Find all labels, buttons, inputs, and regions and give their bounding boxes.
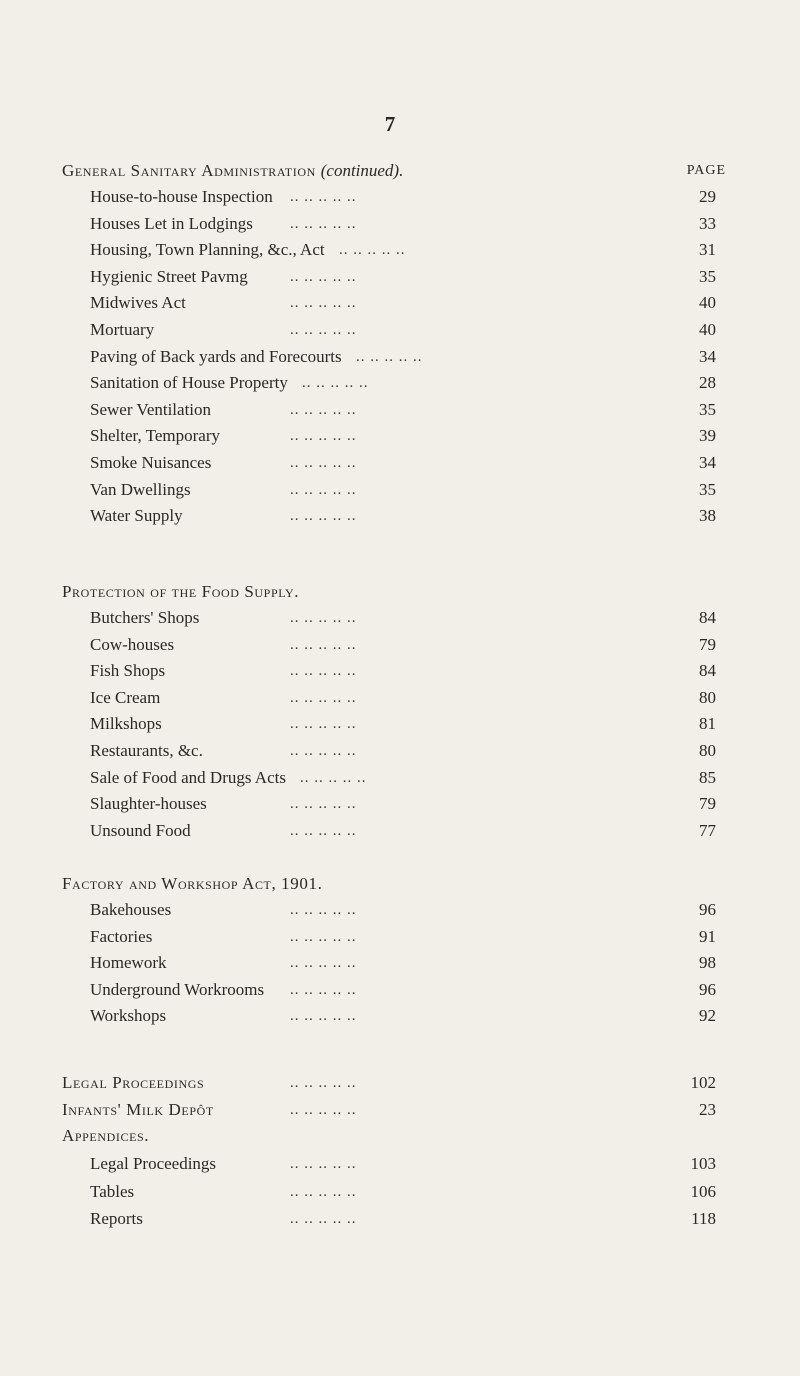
dot-leader: .. .. .. .. .. — [290, 955, 357, 972]
dot-leader: .. .. .. .. .. — [300, 769, 367, 786]
index-page-number: 34 — [699, 346, 716, 366]
dot-leader: .. .. .. .. .. — [290, 636, 357, 653]
index-page-number: 23 — [699, 1100, 716, 1119]
index-entry-appendix-1: Tables — [90, 1181, 135, 1201]
dot-leader: .. .. .. .. .. — [290, 1211, 357, 1227]
dot-leader: .. .. .. .. .. — [290, 1008, 357, 1025]
dot-leader: .. .. .. .. .. — [290, 822, 357, 839]
index-entry-sanitary-2: Housing, Town Planning, &c., Act — [90, 240, 325, 260]
index-page-number: 79 — [699, 634, 716, 654]
index-entry-legal: Legal Proceedings — [62, 1073, 205, 1092]
index-entry-milk-depot: Infants' Milk Depôt — [62, 1100, 214, 1119]
index-entry-food-3: Ice Cream — [90, 687, 161, 707]
dot-leader: .. .. .. .. .. — [290, 322, 357, 338]
index-entry-sanitary-3: Hygienic Street Pavmg — [90, 266, 248, 286]
dot-leader: .. .. .. .. .. — [290, 689, 357, 706]
index-page-number: 34 — [699, 453, 716, 472]
index-entry-food-6: Sale of Food and Drugs Acts — [90, 767, 286, 787]
index-page-number: 40 — [699, 293, 716, 313]
index-page-number: 102 — [690, 1073, 716, 1092]
index-page-number: 79 — [699, 794, 716, 814]
index-entry-sanitary-0: House-to-house Inspection — [90, 187, 273, 206]
index-page-number: 81 — [699, 714, 716, 734]
dot-leader: .. .. .. .. .. — [290, 508, 357, 525]
index-entry-food-0: Butchers' Shops — [90, 608, 200, 627]
dot-leader: .. .. .. .. .. — [290, 295, 357, 312]
index-entry-sanitary-1: Houses Let in Lodgings — [90, 213, 253, 233]
index-page-number: 84 — [699, 661, 716, 681]
index-entry-sanitary-4: Midwives Act — [90, 293, 186, 313]
index-page-number: 80 — [699, 741, 716, 760]
index-entry-appendix-2: Reports — [90, 1209, 143, 1228]
page-number: 7 — [384, 112, 396, 136]
section-heading-factory: Factory and Workshop Act, 1901. — [62, 874, 323, 893]
index-page-number: 80 — [699, 687, 716, 707]
index-page-number: 98 — [699, 953, 716, 973]
index-page-number: 91 — [699, 926, 716, 946]
index-page-number: 77 — [699, 820, 716, 840]
index-page-number: 96 — [699, 900, 716, 919]
index-page-number: 103 — [690, 1154, 716, 1173]
index-entry-sanitary-9: Shelter, Temporary — [90, 426, 220, 446]
index-page-number: 85 — [699, 767, 716, 787]
dot-leader: .. .. .. .. .. — [290, 428, 357, 445]
index-page-number: 28 — [699, 373, 716, 393]
dot-leader: .. .. .. .. .. — [290, 1183, 357, 1200]
index-entry-factory-4: Workshops — [90, 1006, 167, 1026]
index-entry-factory-1: Factories — [90, 926, 153, 946]
index-page-number: 31 — [699, 240, 716, 260]
dot-leader: .. .. .. .. .. — [290, 981, 357, 998]
index-entry-sanitary-10: Smoke Nuisances — [90, 453, 212, 472]
dot-leader: .. .. .. .. .. — [290, 215, 357, 232]
index-entry-factory-3: Underground Workrooms — [90, 979, 265, 999]
index-page-number: 118 — [691, 1209, 716, 1228]
page-column-label: PAGE — [686, 163, 726, 178]
dot-leader: .. .. .. .. .. — [290, 928, 357, 945]
dot-leader: .. .. .. .. .. — [290, 902, 357, 918]
index-entry-food-1: Cow-houses — [90, 634, 175, 654]
dot-leader: .. .. .. .. .. — [339, 242, 406, 259]
index-entry-food-2: Fish Shops — [90, 661, 166, 681]
index-entry-food-7: Slaughter-houses — [90, 794, 207, 814]
dot-leader: .. .. .. .. .. — [356, 348, 423, 365]
index-page-number: 84 — [699, 608, 716, 627]
index-entry-sanitary-8: Sewer Ventilation — [90, 399, 212, 419]
index-page-number: 29 — [699, 187, 716, 206]
section-heading-text: General Sanitary Administration — [62, 161, 316, 180]
index-entry-food-8: Unsound Food — [90, 820, 191, 840]
dot-leader: .. .. .. .. .. — [290, 610, 357, 626]
index-page-number: 33 — [699, 213, 716, 233]
dot-leader: .. .. .. .. .. — [290, 743, 357, 759]
section-heading-food: Protection of the Food Supply. — [62, 582, 300, 601]
index-page-number: 35 — [699, 479, 716, 499]
index-entry-food-5: Restaurants, &c. — [90, 741, 203, 760]
index-page-number: 40 — [699, 320, 716, 339]
dot-leader: .. .. .. .. .. — [290, 1156, 357, 1172]
section-heading-sanitary — [62, 157, 403, 185]
index-page-number: 92 — [699, 1006, 716, 1026]
index-page-number: 38 — [699, 506, 716, 526]
dot-leader: .. .. .. .. .. — [290, 1075, 357, 1091]
dot-leader: .. .. .. .. .. — [290, 401, 357, 418]
index-page-number: 39 — [699, 426, 716, 446]
index-entry-sanitary-5: Mortuary — [90, 320, 155, 339]
dot-leader: .. .. .. .. .. — [290, 716, 357, 733]
dot-leader: .. .. .. .. .. — [290, 796, 357, 813]
dot-leader: .. .. .. .. .. — [290, 481, 357, 498]
index-entry-sanitary-7: Sanitation of House Property — [90, 373, 288, 393]
dot-leader: .. .. .. .. .. — [290, 268, 357, 285]
index-page-number: 106 — [690, 1181, 716, 1201]
dot-leader: .. .. .. .. .. — [302, 375, 369, 392]
index-page-number: 35 — [699, 399, 716, 419]
index-page-number: 35 — [699, 266, 716, 286]
index-entry-sanitary-11: Van Dwellings — [90, 479, 191, 499]
index-entry-appendix-0: Legal Proceedings — [90, 1154, 217, 1173]
index-entry-food-4: Milkshops — [90, 714, 162, 734]
index-entry-sanitary-12: Water Supply — [90, 506, 183, 526]
section-heading-appendices: Appendices. — [62, 1126, 150, 1145]
index-entry-sanitary-6: Paving of Back yards and Forecourts — [90, 346, 342, 366]
dot-leader: .. .. .. .. .. — [290, 189, 357, 205]
dot-leader: .. .. .. .. .. — [290, 1102, 357, 1118]
index-page-number: 96 — [699, 979, 716, 999]
dot-leader: .. .. .. .. .. — [290, 455, 357, 471]
index-entry-factory-2: Homework — [90, 953, 167, 973]
index-entry-factory-0: Bakehouses — [90, 900, 172, 919]
dot-leader: .. .. .. .. .. — [290, 663, 357, 680]
section-heading-suffix: (continued). — [320, 161, 404, 180]
